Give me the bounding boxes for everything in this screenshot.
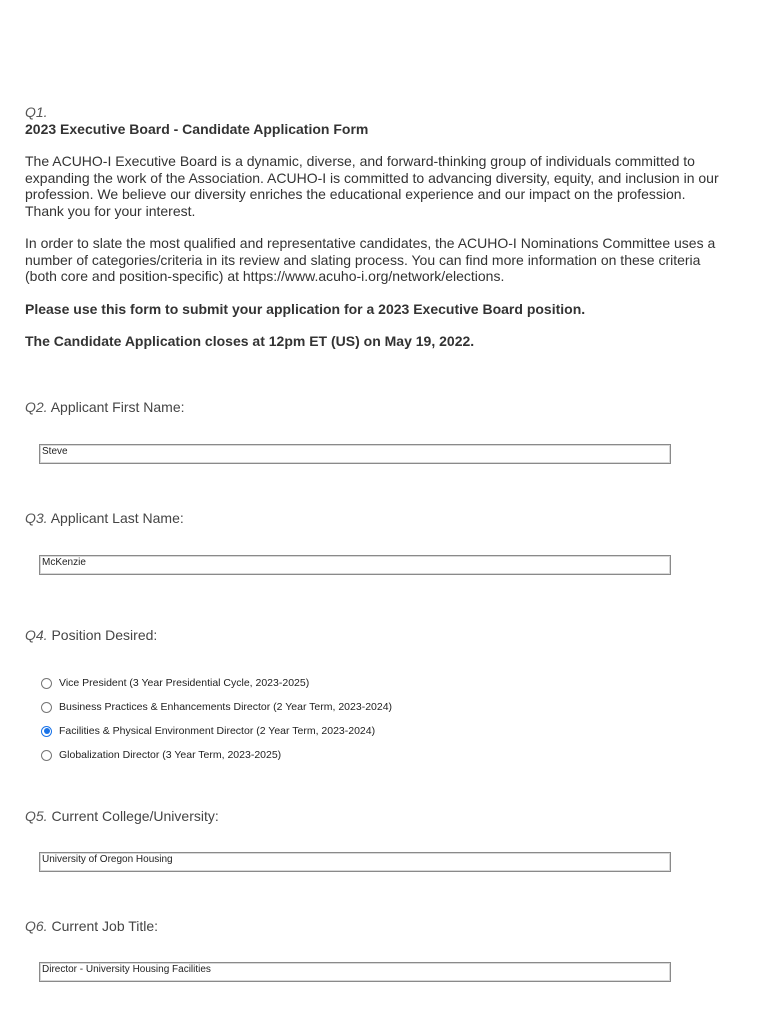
q4-label: Position Desired:	[51, 627, 158, 643]
q3-number: Q3.	[25, 510, 48, 526]
submit-notice: Please use this form to submit your application for a 2023 Executive Board position.	[25, 300, 586, 317]
q1-intro-block	[25, 104, 725, 350]
q4-number: Q4.	[25, 627, 48, 643]
position-option[interactable]	[41, 743, 392, 767]
option-label: Business Practices & Enhancements Director (2 Year Term, 2023-2024)	[59, 700, 393, 713]
radio-button[interactable]	[41, 702, 52, 713]
position-option[interactable]	[41, 719, 392, 743]
q3-question	[25, 510, 184, 527]
q2-number: Q2.	[25, 399, 48, 415]
radio-button[interactable]	[41, 678, 52, 689]
q2-question	[25, 399, 185, 416]
intro-paragraph-2: In order to slate the most qualified and representative candidates, the ACUHO-I Nominations Committee uses a number of categories/criteria in its review and slating process. You can find more information on these criteria (both core and position-specific) at https://www.acuho-i.org/network/elections.	[25, 235, 716, 284]
option-label: Facilities & Physical Environment Director (2 Year Term, 2023-2024)	[59, 724, 376, 737]
form-title: 2023 Executive Board - Candidate Application Form	[25, 120, 369, 137]
q6-number: Q6.	[25, 918, 48, 934]
radio-button[interactable]	[41, 750, 52, 761]
intro-paragraph-1: The ACUHO-I Executive Board is a dynamic, diverse, and forward-thinking group of individuals committed to expanding the work of the Association. ACUHO-I is committed to advancing diversity, equity, and inclusion in our profession. We believe our diversity enriches the educational experience and our impact on the profession. Thank you for your interest.	[25, 153, 719, 219]
q6-label: Current Job Title:	[51, 918, 159, 934]
q1-number: Q1.	[25, 104, 48, 120]
position-option[interactable]	[41, 695, 392, 719]
q5-question	[25, 808, 219, 825]
option-label: Vice President (3 Year Presidential Cycle, 2023-2025)	[59, 676, 310, 689]
deadline-notice: The Candidate Application closes at 12pm ET (US) on May 19, 2022.	[25, 333, 475, 349]
q3-label: Applicant Last Name:	[50, 510, 184, 526]
first-name-input[interactable]: Steve	[39, 444, 671, 464]
job-title-input[interactable]: Director - University Housing Facilities	[39, 962, 671, 982]
q4-question	[25, 627, 157, 644]
q6-question	[25, 918, 158, 935]
option-label: Globalization Director (3 Year Term, 2023-2025)	[59, 748, 282, 761]
q2-label: Applicant First Name:	[50, 399, 185, 415]
position-option[interactable]	[41, 671, 392, 695]
q5-label: Current College/University:	[51, 808, 219, 824]
college-input[interactable]: University of Oregon Housing	[39, 852, 671, 872]
radio-button-selected[interactable]	[41, 726, 52, 737]
last-name-input[interactable]: McKenzie	[39, 555, 671, 575]
q5-number: Q5.	[25, 808, 48, 824]
position-radio-group	[41, 671, 392, 767]
